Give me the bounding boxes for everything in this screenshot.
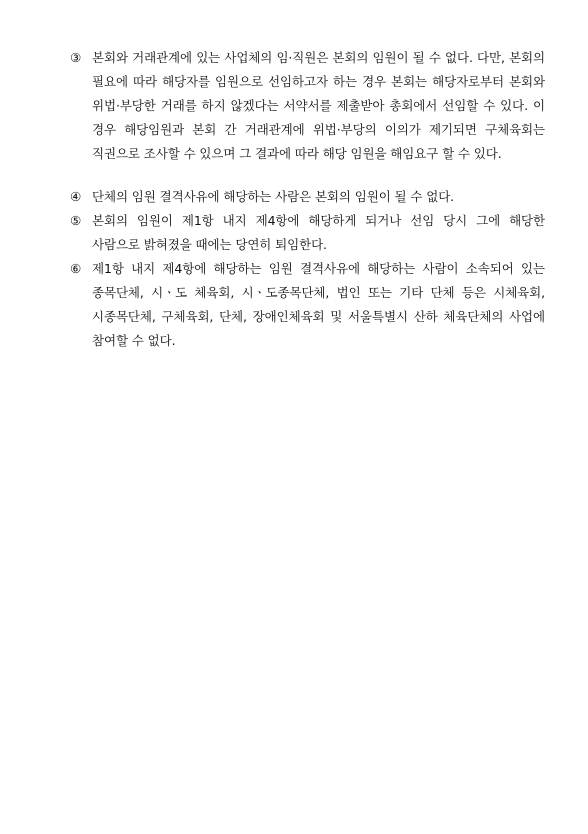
clause-text: 본회의 임원이 제1항 내지 제4항에 해당하게 되거나 선임 당시 그에 해당한 사람으로 밝혀졌을 때에는 당연히 퇴임한다. <box>92 213 545 252</box>
clause-number: ⑤ <box>70 213 82 228</box>
clause-3 <box>70 46 545 166</box>
clause-text: 단체의 임원 결격사유에 해당하는 사람은 본회의 임원이 될 수 없다. <box>92 189 455 204</box>
clause-5 <box>70 209 545 257</box>
clause-text: 제1항 내지 제4항에 해당하는 임원 결격사유에 해당하는 사람이 소속되어 있는 종목단체, 시ㆍ도 체육회, 시ㆍ도종목단체, 법인 또는 기타 단체 등은 시체육회, 시종목단체, 구체육회, 단체, 장애인체육회 및 서울특별시 산하 체육단체의 사업에 참여할 수 없다. <box>92 261 545 348</box>
clause-4 <box>70 185 545 209</box>
clause-text: 본회와 거래관계에 있는 사업체의 임·직원은 본회의 임원이 될 수 없다. 다만, 본회의 필요에 따라 해당자를 임원으로 선임하고자 하는 경우 본회는 해당자로부터 본회와 위법·부당한 거래를 하지 않겠다는 서약서를 제출받아 총회에서 선임할 수 있다. 이 경우 해당임원과 본회 간 거래관계에 위법·부당의 이의가 제기되면 구체육회는 직권으로 조사할 수 있으며 그 결과에 따라 해당 임원을 해임요구 할 수 있다. <box>92 50 545 161</box>
clause-number: ③ <box>70 50 82 65</box>
clause-number: ④ <box>70 189 82 204</box>
clause-number: ⑥ <box>70 261 82 276</box>
clause-6 <box>70 257 545 353</box>
